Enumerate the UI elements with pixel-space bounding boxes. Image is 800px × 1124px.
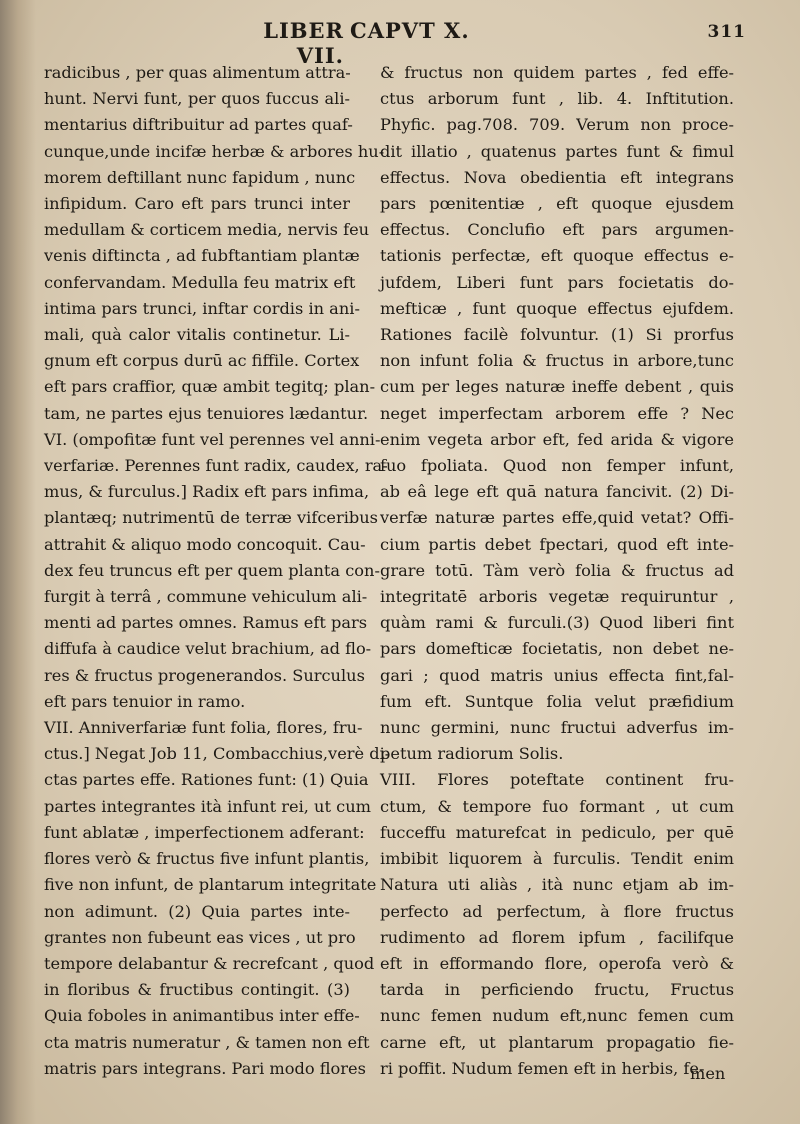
text-line: Rationes facilè folvuntur. (1) Si prorfus	[380, 325, 734, 345]
text-line: cta matris numeratur , & tamen non eft	[44, 1032, 370, 1052]
left-text-column	[44, 60, 391, 1082]
text-line: dit illatio , quatenus partes funt & fimul	[380, 141, 734, 161]
text-line: jufdem, Liberi funt pars focietatis do-	[380, 272, 734, 292]
text-line: fuo fpoliata. Quod non femper infunt,	[380, 456, 734, 476]
binding-shadow	[0, 0, 36, 1124]
text-line: gari ; quod matris unius effecta fint,fal-	[380, 665, 734, 685]
text-line: quàm rami & furculi.(3) Quod liberi fint	[380, 613, 734, 633]
page-number: 311	[707, 22, 746, 42]
text-line: fum eft. Suntque folia velut præfidium	[380, 691, 734, 711]
text-line: grare totū. Tàm verò folia & fructus ad	[380, 560, 734, 580]
text-line: grantes non fubeunt eas vices , ut pro	[44, 927, 356, 947]
text-line: VIII. Flores poteftate continent fru-	[380, 770, 734, 790]
text-line: effectus. Conclufio eft pars argumen-	[380, 220, 734, 240]
text-line: non adimunt. (2) Quia partes inte-	[44, 901, 350, 921]
text-line: enim vegeta arbor eft, fed arida & vigore	[380, 429, 734, 449]
text-line: ctus.] Negat Job 11, Combacchius,verè di-	[44, 744, 391, 764]
text-line: eft pars tenuior in ramo.	[44, 691, 246, 711]
text-line: mefticæ , funt quoque effectus ejufdem.	[380, 298, 734, 318]
text-line: ctas partes effe. Rationes funt: (1) Quia	[44, 770, 369, 790]
text-line: intima pars trunci, inftar cordis in ani-	[44, 298, 360, 318]
text-line: eft in efformando flore, operofa verò &	[380, 953, 734, 973]
text-line: radicibus , per quas alimentum attra-	[44, 63, 351, 82]
text-line: rudimento ad florem ipfum , facilifque	[380, 927, 734, 947]
text-line: morem deftillant nunc fapidum , nunc	[44, 167, 356, 187]
catchword: men	[690, 1064, 726, 1083]
text-line: perfecto ad perfectum, à flore fructus	[380, 901, 734, 921]
text-line: dex feu truncus eft per quem planta con-	[44, 560, 380, 580]
text-line: tationis perfectæ, eft quoque effectus e-	[380, 246, 734, 266]
text-line: attrahit & aliquo modo concoquit. Cau-	[44, 534, 366, 554]
text-line: neget imperfectam arborem effe ? Nec	[380, 403, 734, 423]
text-line: tempore delabantur & recrefcant , quod	[44, 953, 375, 973]
text-line: carne eft, ut plantarum propagatio fie-	[380, 1032, 734, 1052]
text-line: nunc germini, nunc fructui adverfus im-	[380, 718, 734, 738]
text-line: furgit à terrâ , commune vehiculum ali-	[44, 587, 368, 607]
text-line: matris pars integrans. Pari modo flores	[44, 1058, 366, 1078]
text-line: menti ad partes omnes. Ramus eft pars	[44, 613, 368, 633]
text-line: ctum, & tempore fuo formant , ut cum	[380, 796, 734, 816]
text-line: fucceffu maturefcat in pediculo, per quē	[380, 822, 734, 842]
text-line: VI. (ompofitæ funt vel perennes vel anni-	[44, 429, 381, 449]
text-line: Phyfic. pag.708. 709. Verum non proce-	[380, 115, 734, 135]
text-line: confervandam. Medulla feu matrix eft	[44, 272, 356, 292]
text-line: eft pars craffior, quæ ambit tegitq; plan-	[44, 377, 376, 397]
text-line: venis diftincta , ad fubftantiam plantæ	[44, 246, 360, 266]
text-line: imbibit liquorem à furculis. Tendit enim	[380, 849, 734, 869]
text-line: pars pœnitentiæ , eft quoque ejusdem	[380, 194, 734, 214]
text-line: effectus. Nova obedientia eft integrans	[380, 167, 734, 187]
text-line: tam, ne partes ejus tenuiores lædantur.	[44, 403, 369, 423]
text-line: non infunt folia & fructus in arbore,tunc	[380, 351, 734, 371]
running-head-chapter: CAPVT X.	[350, 18, 470, 43]
text-line: mus, & furculus.] Radix eft pars infima,	[44, 482, 370, 502]
text-line: VII. Anniverfariæ funt folia, flores, fru-	[44, 718, 363, 738]
text-line: & fructus non quidem partes , fed effe-	[380, 63, 734, 82]
text-line: res & fructus progenerandos. Surculus	[44, 665, 365, 685]
text-line: mali, quà calor vitalis continetur. Li-	[44, 325, 350, 345]
text-line: partes integrantes ità infunt rei, ut cum	[44, 796, 371, 816]
right-text-column	[380, 60, 734, 1082]
text-line: plantæq; nutrimentū de terræ vifceribus	[44, 508, 378, 528]
text-line: diffufa à caudice velut brachium, ad flo-	[44, 639, 372, 659]
text-line: funt ablatæ , imperfectionem adferant:	[44, 822, 365, 842]
text-line: integritatē arboris vegetæ requiruntur ,	[380, 587, 734, 607]
text-line: infipidum. Caro eft pars trunci inter	[44, 194, 350, 214]
running-head-book: LIBER VII.	[263, 18, 344, 68]
text-line: verfariæ. Perennes funt radix, caudex, ra-	[44, 456, 388, 476]
text-line: verfæ naturæ partes effe,quid vetat? Offi-	[380, 508, 734, 528]
text-line: gnum eft corpus durū ac fiffile. Cortex	[44, 351, 360, 371]
text-line: ctus arborum funt , lib. 4. Inftitution.	[380, 89, 734, 109]
text-line: in floribus & fructibus contingit. (3)	[44, 980, 350, 1000]
text-line: Natura uti aliàs , ità nunc etjam ab im-	[380, 875, 734, 895]
text-line: ri poffit. Nudum femen eft in herbis, fe-	[380, 1058, 705, 1078]
text-line: Quia foboles in animantibus inter effe-	[44, 1006, 360, 1026]
text-line: nunc femen nudum eft,nunc femen cum	[380, 1006, 734, 1026]
text-line: cium partis debet fpectari, quod eft inte-	[380, 534, 734, 554]
text-line: cum per leges naturæ ineffe debent , quis	[380, 377, 734, 397]
text-line: flores verò & fructus five infunt plantis,	[44, 849, 370, 869]
text-line: medullam & corticem media, nervis feu	[44, 220, 370, 240]
text-line: mentarius diftribuitur ad partes quaf-	[44, 115, 353, 135]
text-line: pars domefticæ focietatis, non debet ne-	[380, 639, 734, 659]
text-line: petum radiorum Solis.	[380, 744, 564, 764]
text-line: five non infunt, de plantarum integritate	[44, 875, 377, 895]
text-line: hunt. Nervi funt, per quos fuccus ali-	[44, 89, 350, 109]
text-line: ab eâ lege eft quā natura fancivit. (2) Di-	[380, 482, 734, 502]
text-line: tarda in perficiendo fructu, Fructus	[380, 980, 734, 1000]
text-line: cunque,unde incifæ herbæ & arbores hu-	[44, 141, 385, 161]
